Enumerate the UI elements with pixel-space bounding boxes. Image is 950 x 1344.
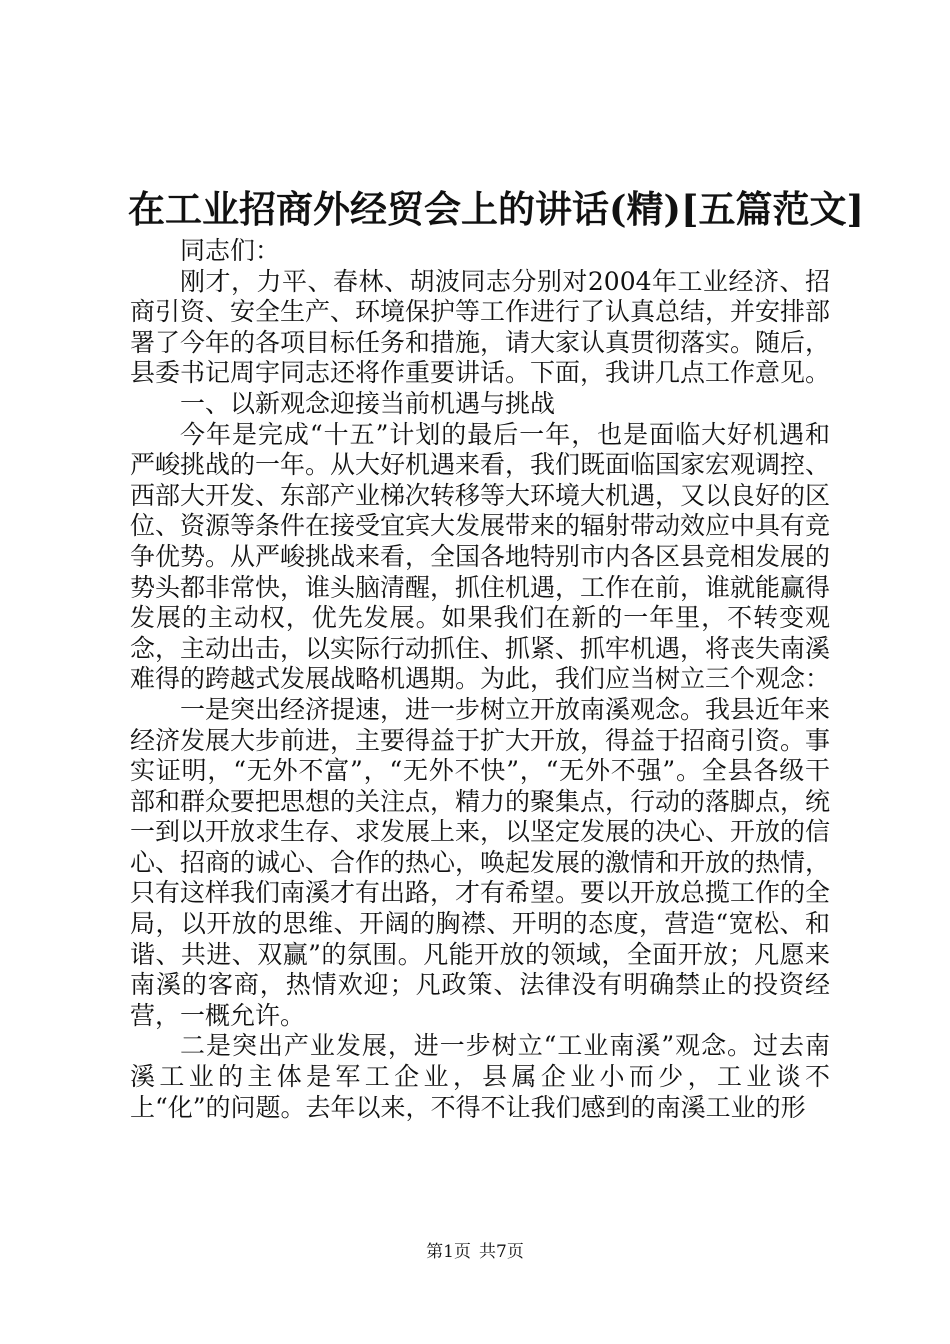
document-title: 在工业招商外经贸会上的讲话(精)[五篇范文] (128, 187, 865, 231)
section-heading-1: 一、以新观念迎接当前机遇与挑战 (180, 388, 556, 418)
paragraph-industrial-nanxi: 二是突出产业发展，进一步树立“工业南溪”观念。过去南溪工业的主体是军工企业，县属企业小而少，工业谈不上“化”的问题。去年以来，不得不让我们感到的南溪工业的形 (130, 1031, 830, 1122)
paragraph-salutation: 同志们： (180, 236, 281, 265)
document-body (130, 236, 830, 1123)
paragraph-open-nanxi: 一是突出经济提速，进一步树立开放南溪观念。我县近年来经济发展大步前进，主要得益于扩大开放，得益于招商引资。事实证明，“无外不富”，“无外不快”，“无外不强”。全县各级干部和群众要把思想的关注点，精力的聚集点，行动的落脚点，统一到以开放求生存、求发展上来，以坚定发展的决心、开放的信心、招商的诚心、合作的热心，唤起发展的激情和开放的热情，只有这样我们南溪才有出路，才有希望。要以开放总揽工作的全局，以开放的思维、开阔的胸襟、开明的态度，营造“宽松、和谐、共进、双赢”的氛围。凡能开放的领域，全面开放；凡愿来南溪的客商，热情欢迎；凡政策、法律没有明确禁止的投资经营，一概允许。 (130, 694, 831, 1030)
page-number: 第1页 (426, 1242, 471, 1262)
page-footer (0, 1240, 950, 1264)
page-total: 共7页 (479, 1242, 524, 1262)
paragraph-opportunities: 今年是完成“十五”计划的最后一年，也是面临大好机遇和严峻挑战的一年。从大好机遇来看，我们既面临国家宏观调控、西部大开发、东部产业梯次转移等大环境大机遇，又以良好的区位、资源等条件在接受宜宾大发展带来的辐射带动效应中具有竞争优势。从严峻挑战来看，全国各地特别市内各区县竞相发展的势头都非常快，谁头脑清醒，抓住机遇，工作在前，谁就能赢得发展的主动权，优先发展。如果我们在新的一年里，不转变观念，主动出击，以实际行动抓住、抓紧、抓牢机遇，将丧失南溪难得的跨越式发展战略机遇期。为此，我们应当树立三个观念： (130, 419, 831, 694)
paragraph-intro: 刚才，力平、春林、胡波同志分别对2004年工业经济、招商引资、安全生产、环境保护等工作进行了认真总结，并安排部署了今年的各项目标任务和措施，请大家认真贯彻落实。随后，县委书记周宇同志还将作重要讲话。下面，我讲几点工作意见。 (130, 266, 831, 388)
